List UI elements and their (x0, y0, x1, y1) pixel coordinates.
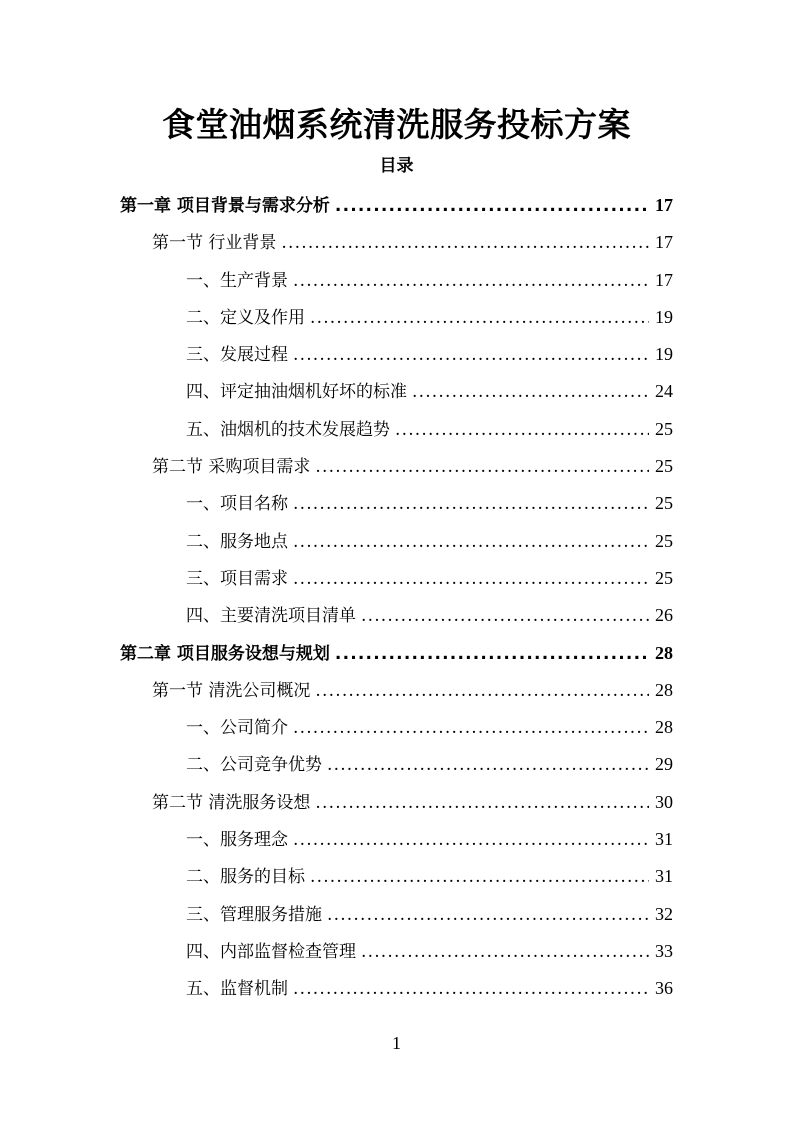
toc-dot-leader (361, 598, 649, 635)
toc-dot-leader (293, 822, 649, 859)
toc-subsection-entry[interactable] (120, 597, 673, 634)
toc-section-entry[interactable] (120, 448, 673, 485)
toc-entry-label: 一、服务理念 (186, 830, 288, 851)
toc-entry-label: 二、服务地点 (186, 531, 288, 552)
table-of-contents (120, 187, 673, 1008)
toc-entry-label: 五、油烟机的技术发展趋势 (186, 419, 390, 440)
toc-entry-page-number: 30 (655, 791, 673, 812)
toc-entry-page-number: 25 (655, 493, 673, 514)
toc-subsection-entry[interactable] (120, 970, 673, 1007)
toc-entry-label: 三、管理服务措施 (186, 904, 322, 925)
toc-dot-leader (395, 412, 649, 449)
toc-entry-label: 第一章 项目背景与需求分析 (120, 196, 330, 216)
toc-subsection-entry[interactable] (120, 560, 673, 597)
toc-entry-page-number: 31 (655, 866, 673, 887)
toc-subsection-entry[interactable] (120, 485, 673, 522)
toc-entry-page-number: 33 (655, 940, 673, 961)
toc-entry-page-number: 31 (655, 829, 673, 850)
toc-entry-page-number: 19 (655, 306, 673, 327)
toc-dot-leader (361, 934, 649, 971)
toc-entry-label: 一、项目名称 (186, 494, 288, 515)
toc-subsection-entry[interactable] (120, 821, 673, 858)
toc-dot-leader (327, 747, 649, 784)
toc-dot-leader (293, 337, 649, 374)
toc-section-entry[interactable] (120, 672, 673, 709)
page-number: 1 (392, 1033, 401, 1053)
toc-entry-page-number: 17 (655, 269, 673, 290)
toc-subsection-entry[interactable] (120, 373, 673, 410)
toc-subsection-entry[interactable] (120, 523, 673, 560)
toc-entry-page-number: 17 (655, 232, 673, 253)
toc-entry-page-number: 17 (655, 195, 673, 215)
toc-entry-page-number: 28 (655, 642, 673, 663)
toc-section-entry[interactable] (120, 784, 673, 821)
toc-heading: 目录 (379, 156, 414, 176)
toc-subsection-entry[interactable] (120, 411, 673, 448)
toc-dot-leader (315, 449, 649, 486)
toc-dot-leader (310, 300, 649, 337)
toc-dot-leader (327, 897, 649, 934)
toc-entry-page-number: 29 (655, 754, 673, 775)
toc-subsection-entry[interactable] (120, 746, 673, 783)
toc-entry-label: 四、评定抽油烟机好坏的标准 (186, 382, 407, 403)
toc-entry-label: 三、项目需求 (186, 568, 288, 589)
toc-dot-leader (412, 374, 649, 411)
toc-entry-label: 第一节 行业背景 (152, 233, 277, 254)
toc-dot-leader (293, 971, 649, 1008)
toc-chapter-entry[interactable] (120, 635, 673, 672)
toc-entry-label: 四、内部监督检查管理 (186, 941, 356, 962)
toc-entry-page-number: 28 (655, 717, 673, 738)
toc-entry-page-number: 32 (655, 903, 673, 924)
toc-entry-label: 第二节 清洗服务设想 (152, 792, 311, 813)
toc-dot-leader (310, 859, 649, 896)
toc-dot-leader (335, 188, 649, 225)
toc-subsection-entry[interactable] (120, 299, 673, 336)
toc-dot-leader (293, 710, 649, 747)
toc-entry-label: 二、公司竞争优势 (186, 755, 322, 776)
toc-entry-page-number: 24 (655, 381, 673, 402)
toc-subsection-entry[interactable] (120, 896, 673, 933)
toc-subsection-entry[interactable] (120, 858, 673, 895)
toc-subsection-entry[interactable] (120, 262, 673, 299)
toc-dot-leader (293, 263, 649, 300)
document-title: 食堂油烟系统清洗服务投标方案 (162, 105, 631, 144)
toc-section-entry[interactable] (120, 224, 673, 261)
toc-entry-label: 四、主要清洗项目清单 (186, 606, 356, 627)
toc-dot-leader (293, 486, 649, 523)
toc-entry-page-number: 28 (655, 679, 673, 700)
toc-entry-label: 第二节 采购项目需求 (152, 457, 311, 478)
toc-entry-label: 五、监督机制 (186, 979, 288, 1000)
toc-entry-label: 二、服务的目标 (186, 867, 305, 888)
toc-dot-leader (315, 673, 649, 710)
toc-entry-label: 一、生产背景 (186, 270, 288, 291)
toc-entry-label: 一、公司简介 (186, 718, 288, 739)
toc-entry-label: 第一节 清洗公司概况 (152, 680, 311, 701)
toc-dot-leader (281, 225, 649, 262)
toc-subsection-entry[interactable] (120, 709, 673, 746)
toc-dot-leader (293, 561, 649, 598)
toc-dot-leader (335, 636, 649, 673)
toc-entry-page-number: 26 (655, 605, 673, 626)
toc-entry-label: 第二章 项目服务设想与规划 (120, 643, 330, 664)
toc-dot-leader (315, 785, 649, 822)
toc-chapter-entry[interactable] (120, 187, 673, 224)
toc-entry-page-number: 25 (655, 418, 673, 439)
toc-entry-page-number: 36 (655, 978, 673, 999)
toc-entry-label: 三、发展过程 (186, 345, 288, 366)
toc-subsection-entry[interactable] (120, 336, 673, 373)
toc-subsection-entry[interactable] (120, 933, 673, 970)
toc-entry-label: 二、定义及作用 (186, 307, 305, 328)
toc-dot-leader (293, 524, 649, 561)
toc-entry-page-number: 25 (655, 456, 673, 477)
toc-entry-page-number: 25 (655, 567, 673, 588)
toc-entry-page-number: 25 (655, 530, 673, 551)
toc-entry-page-number: 19 (655, 344, 673, 365)
